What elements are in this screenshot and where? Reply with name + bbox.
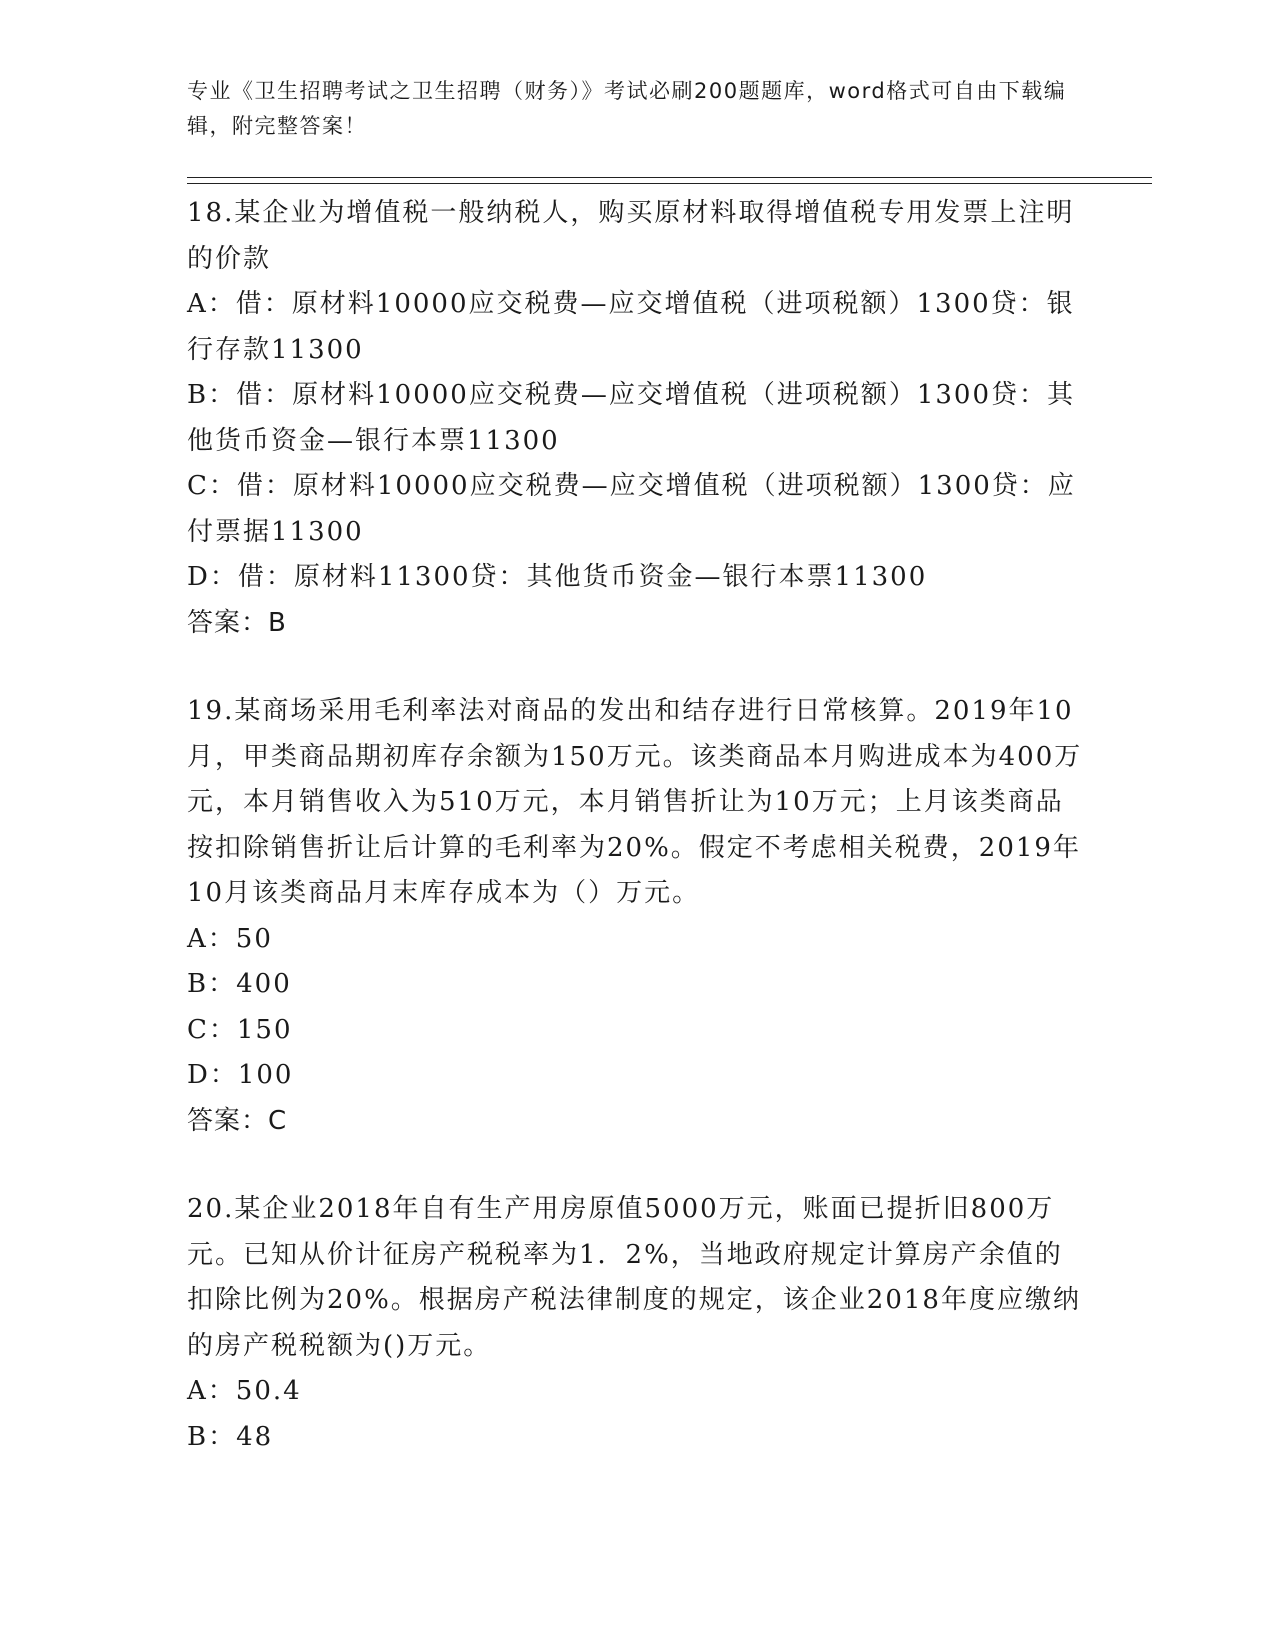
option-a: A：50.4 [187, 1376, 302, 1406]
document-header: 专业《卫生招聘考试之卫生招聘（财务）》考试必刷200题题库，word格式可自由下载编辑，附完整答案！ [187, 79, 1067, 138]
option-c: C：借：原材料10000应交税费—应交增值税（进项税额）1300贷：应付票据11300 [187, 471, 1076, 547]
question-18 [187, 191, 1087, 646]
header-divider [187, 177, 1152, 178]
option-b: B：400 [187, 969, 292, 999]
answer-label: 答案：B [187, 607, 287, 638]
question-20 [187, 1187, 1087, 1460]
option-b: B：借：原材料10000应交税费—应交增值税（进项税额）1300贷：其他货币资金—银行本票11300 [187, 380, 1075, 456]
option-a: A：50 [187, 923, 273, 954]
question-19 [187, 689, 1087, 1144]
option-d: D：100 [187, 1060, 294, 1090]
answer-label: 答案：C [187, 1105, 288, 1136]
question-stem: 20.某企业2018年自有生产用房原值5000万元，账面已提折旧800万元。已知从价计征房产税税率为1．2%，当地政府规定计算房产余值的扣除比例为20%。根据房产税法律制度的规定，该企业2018年度应缴纳的房产税税额为()万元。 [187, 1194, 1081, 1361]
header-divider-double [187, 183, 1152, 184]
option-d: D：借：原材料11300贷：其他货币资金—银行本票11300 [187, 562, 928, 592]
question-stem: 19.某商场采用毛利率法对商品的发出和结存进行日常核算。2019年10月，甲类商品期初库存余额为150万元。该类商品本月购进成本为400万元，本月销售收入为510万元，本月销售折让为10万元；上月该类商品按扣除销售折让后计算的毛利率为20%。假定不考虑相关税费，2019年10月该类商品月末库存成本为（）万元。 [187, 696, 1083, 908]
question-stem: 18.某企业为增值税一般纳税人，购买原材料取得增值税专用发票上注明的价款 [187, 198, 1075, 274]
option-b: B：48 [187, 1421, 274, 1452]
option-c: C：150 [187, 1014, 293, 1045]
question-list [187, 191, 1087, 1460]
option-a: A：借：原材料10000应交税费—应交增值税（进项税额）1300贷：银行存款11300 [187, 289, 1075, 365]
